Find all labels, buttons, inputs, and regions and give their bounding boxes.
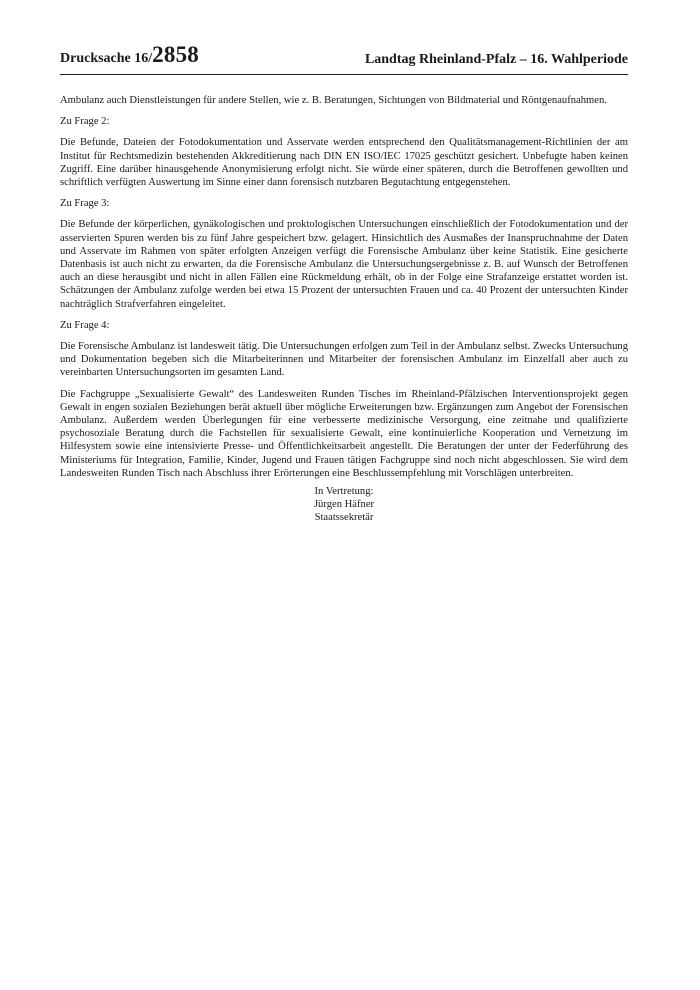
- question-3-heading: Zu Frage 3:: [60, 198, 110, 210]
- signature-representation: In Vertretung:: [314, 486, 374, 497]
- signature-block: [60, 486, 628, 524]
- parliament-title: Landtag Rheinland-Pfalz – 16. Wahlperiode: [364, 52, 628, 67]
- question-2-heading: Zu Frage 2:: [60, 116, 110, 128]
- intro-paragraph: Ambulanz auch Dienstleistungen für andere Stellen, wie z. B. Beratungen, Sichtungen von Bildmaterial und Röntgenaufnahmen.: [60, 95, 607, 106]
- question-2-answer: Die Befunde, Dateien der Fotodokumentation und Asservate werden entsprechend den Qualitätsmanagement-Richtlinien der am Institut für Rechtsmedizin bestehenden Akkreditierung nach DIN EN ISO/IEC 17025 geschützt gesichert. Unbefugte haben keinen Zugriff. Eine darüber hinausgehende Anonymisierung erfolgt nicht. Sie würde einer späteren, durch die Betroffenen gewollten und schriftlich verfügten Auswertung im Sinne einer dann forensisch nutzbaren Begutachtung entgegenstehen.: [60, 137, 628, 189]
- signature-name: Jürgen Häfner: [313, 498, 375, 510]
- question-3-answer: Die Befunde der körperlichen, gynäkologischen und proktologischen Untersuchungen einschließlich der Fotodokumentation und der asservierten Spuren werden bis zu fünf Jahre gespeichert bzw. gelagert. Hinsichtlich des Ausmaßes der Inanspruchnahme der Daten und Asservate im Rahmen von später erfolgten Anzeigen verfügt die Forensische Ambulanz über keine Statistik. Eine gesicherte Datenbasis ist auch nicht zu erwarten, da die Forensische Ambulanz die Untersuchungsergebnisse z. B. auf Wunsch der Betroffenen auch an diese herausgibt und nicht in allen Fällen eine Rückmeldung erhält, ob in der Folge eine Strafanzeige erstattet worden ist. Schätzungen der Ambulanz zufolge werden bei etwa 15 Prozent der untersuchten Frauen und ca. 40 Prozent der untersuchten Kinder nachträglich Strafverfahren eingeleitet.: [60, 219, 628, 310]
- document-label: Drucksache 16/: [60, 51, 153, 66]
- document-body: [60, 94, 628, 488]
- document-number: [60, 42, 199, 68]
- question-4-answer-part1: Die Forensische Ambulanz ist landesweit tätig. Die Untersuchungen erfolgen zum Teil in der Ambulanz selbst. Zwecks Untersuchung und Dokumentation begeben sich die Mitarbeiterinnen und Mitarbeiter der forensischen Ambulanz im Einzelfall aber auch zu vereinbarten Untersuchungsorten im gesamten Land.: [60, 341, 628, 379]
- page-header: [60, 40, 628, 75]
- question-4-heading: Zu Frage 4:: [60, 319, 110, 331]
- question-4-answer-part2: Die Fachgruppe „Sexualisierte Gewalt“ des Landesweiten Runden Tisches im Rheinland-Pfälzischen Interventionsprojekt gegen Gewalt in engen sozialen Beziehungen berät aktuell über mögliche Erweiterungen bzw. Ergänzungen zum Angebot der Forensischen Ambulanz. Außerdem werden Überlegungen für eine verbesserte medizinische Versorgung, eine zeitnahe und qualifizierte psychosoziale Beratung durch die Fachstellen für sexualisierte Gewalt, eine kontinuierliche Kooperation und Vernetzung im Hilfesystem sowie eine intensivierte Presse- und Öffentlichkeitsarbeit angestellt. Die Beratungen der unter der Federführung des Ministeriums für Integration, Familie, Kinder, Jugend und Frauen tätigen Fachgruppe sind noch nicht abgeschlossen. Sie wird dem Landesweiten Runden Tisch nach Abschluss ihrer Erörterungen eine Beschlussempfehlung mit Vorschlägen unterbreiten.: [60, 388, 628, 479]
- document-number-value: 2858: [152, 42, 199, 67]
- signature-title: Staatssekretär: [314, 511, 374, 523]
